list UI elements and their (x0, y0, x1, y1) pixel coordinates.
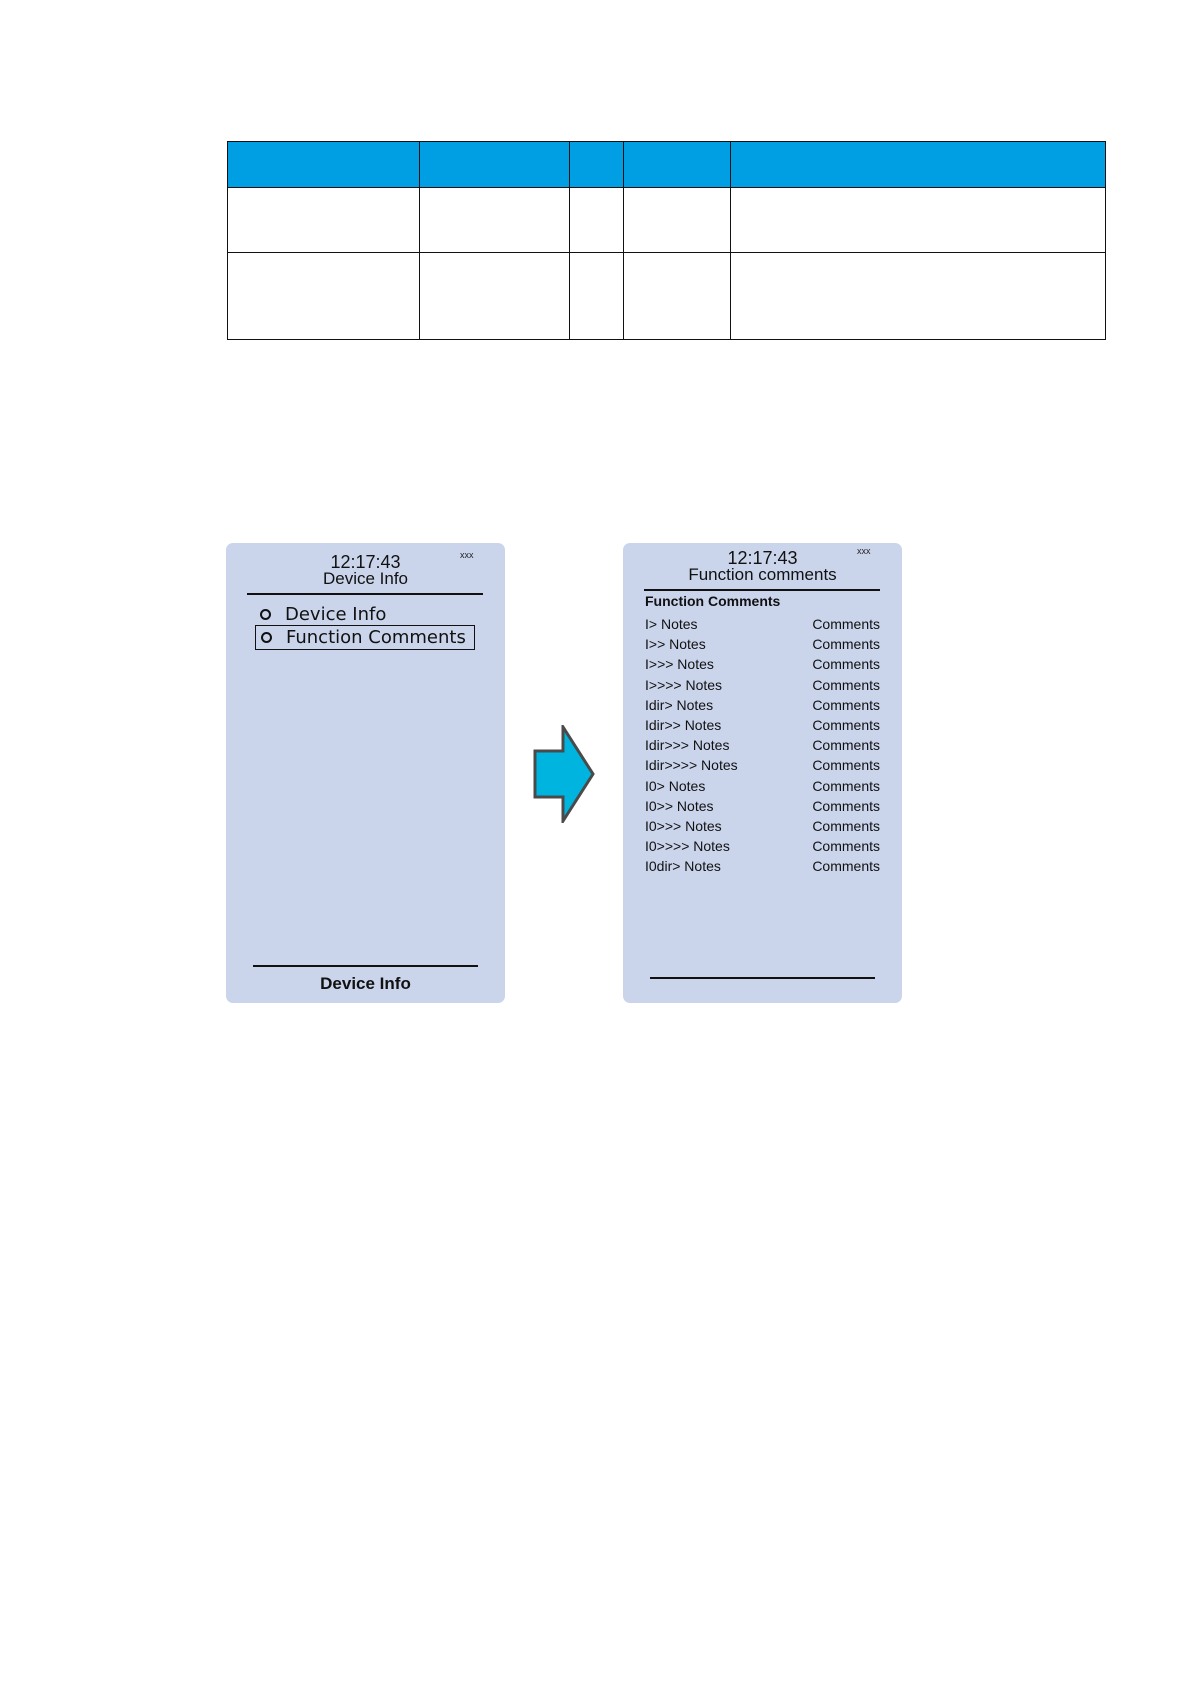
clock: 12:17:43 (727, 548, 798, 568)
comment-value: Comments (812, 757, 880, 774)
footer-divider (253, 965, 478, 967)
table-row (228, 188, 1106, 253)
screen-title: Device Info (322, 569, 409, 588)
comment-value: Comments (812, 838, 880, 855)
function-name: I>>>> Notes (645, 676, 723, 693)
list-item[interactable] (645, 755, 880, 775)
comment-value: Comments (812, 696, 880, 713)
table-cell (228, 188, 420, 253)
list-item[interactable] (645, 816, 880, 836)
function-name: I0>> Notes (645, 797, 714, 814)
table-header-cell (420, 142, 570, 188)
circle-bullet-icon (260, 609, 271, 620)
comment-value: Comments (812, 817, 880, 834)
list-header: Function Comments (645, 593, 781, 609)
list-item[interactable] (645, 715, 880, 735)
menu-item-label: Function Comments (286, 627, 466, 648)
table-cell (570, 188, 624, 253)
circle-bullet-icon (261, 632, 272, 643)
function-name: I> Notes (645, 616, 698, 633)
comment-value: Comments (812, 777, 880, 794)
table-header-row (228, 142, 1106, 188)
function-name: I0> Notes (645, 777, 706, 794)
function-name: Idir>>> Notes (645, 737, 730, 754)
list-item[interactable] (645, 735, 880, 755)
status-indicator: xxx (460, 550, 474, 560)
status-indicator: xxx (857, 546, 871, 556)
table-header-cell (228, 142, 420, 188)
comment-value: Comments (812, 797, 880, 814)
comment-value: Comments (812, 717, 880, 734)
list-item[interactable] (645, 796, 880, 816)
list-item[interactable] (645, 675, 880, 695)
header-divider (247, 593, 483, 595)
table-cell (731, 188, 1106, 253)
table-header-cell (624, 142, 731, 188)
function-comments-screen (623, 543, 902, 1003)
table-cell (420, 253, 570, 340)
parameter-table (227, 141, 1106, 340)
comment-value: Comments (812, 616, 880, 633)
menu-item-label: Device Info (285, 604, 387, 625)
table-cell (731, 253, 1106, 340)
table-header-cell (731, 142, 1106, 188)
function-name: Idir> Notes (645, 696, 714, 713)
function-name: I>>> Notes (645, 656, 714, 673)
function-comments-list (645, 614, 880, 876)
comment-value: Comments (812, 676, 880, 693)
right-arrow-icon (533, 725, 597, 823)
footer-label: Device Info (320, 974, 411, 993)
table-cell (624, 188, 731, 253)
device-info-screen (226, 543, 505, 1003)
list-item[interactable] (645, 836, 880, 856)
table-cell (570, 253, 624, 340)
menu-item-function-comments[interactable] (255, 625, 475, 650)
screen-title: Function comments (688, 565, 837, 584)
function-name: Idir>> Notes (645, 717, 722, 734)
function-name: I>> Notes (645, 636, 706, 653)
header-divider (644, 589, 880, 591)
comment-value: Comments (812, 636, 880, 653)
list-item[interactable] (645, 634, 880, 654)
function-name: I0dir> Notes (645, 858, 721, 875)
footer-divider (650, 977, 875, 979)
list-item[interactable] (645, 695, 880, 715)
function-name: I0>>> Notes (645, 817, 722, 834)
comment-value: Comments (812, 858, 880, 875)
function-name: I0>>>> Notes (645, 838, 730, 855)
table-row (228, 253, 1106, 340)
table-cell (228, 253, 420, 340)
list-item[interactable] (645, 614, 880, 634)
menu-item-device-info[interactable] (255, 603, 386, 626)
list-item[interactable] (645, 856, 880, 876)
list-item[interactable] (645, 654, 880, 674)
function-name: Idir>>>> Notes (645, 757, 738, 774)
list-item[interactable] (645, 776, 880, 796)
comment-value: Comments (812, 656, 880, 673)
table-header-cell (570, 142, 624, 188)
table-cell (624, 253, 731, 340)
comment-value: Comments (812, 737, 880, 754)
clock: 12:17:43 (330, 552, 401, 572)
table-cell (420, 188, 570, 253)
